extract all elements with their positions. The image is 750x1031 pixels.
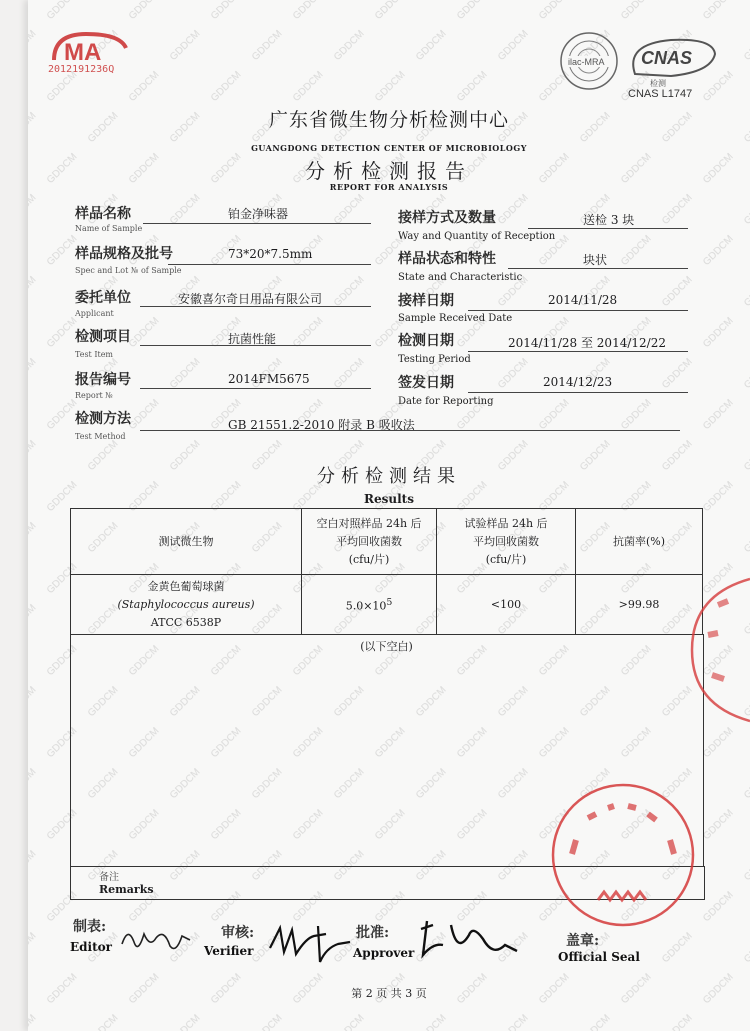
state-label: 样品状态和特性 xyxy=(398,251,496,267)
editor-signature-icon xyxy=(118,920,198,960)
applicant-value: 安徽喜尔奇日用品有限公司 xyxy=(178,292,323,306)
control-count-cell: $5.0\times 10^5$ xyxy=(302,575,437,635)
report-page xyxy=(28,0,750,1031)
report-no-label-en: Report № xyxy=(75,391,113,400)
table-header-row xyxy=(71,509,703,575)
field-underline xyxy=(143,223,371,224)
field-underline xyxy=(140,388,371,389)
results-table xyxy=(70,508,703,635)
test-item-label-en: Test Item xyxy=(75,350,114,359)
approver-label-en: Approver xyxy=(353,946,415,960)
cnas-logo-icon xyxy=(625,36,717,78)
test-method-label: 检测方法 xyxy=(75,411,131,427)
cnas-number: CNAS L1747 xyxy=(628,88,693,100)
sample-name-label-en: Name of Sample xyxy=(75,224,143,233)
reception-label-en: Way and Quantity of Reception xyxy=(398,231,556,242)
field-underline xyxy=(468,310,688,311)
applicant-label: 委托单位 xyxy=(75,290,131,306)
field-underline xyxy=(468,392,688,393)
center-title-en: GUANGDONG DETECTION CENTER OF MICROBIOLOGY xyxy=(251,143,527,153)
test-method-value: GB 21551.2-2010 附录 B 吸收法 xyxy=(228,418,415,432)
report-title-en: REPORT FOR ANALYSIS xyxy=(329,182,449,192)
verifier-label-en: Verifier xyxy=(204,944,254,958)
table-row xyxy=(71,575,703,635)
seal-label-en: Official Seal xyxy=(558,950,640,964)
cma-logo-icon xyxy=(50,30,130,64)
official-seal-icon xyxy=(548,780,698,930)
report-no-label: 报告编号 xyxy=(75,372,131,388)
remarks-label-en: Remarks xyxy=(99,883,154,896)
results-title-en: Results xyxy=(364,492,414,506)
center-title-cn: 广东省微生物分析检测中心 xyxy=(268,109,509,131)
header-cell: 试验样品 24h 后 平均回收菌数 (cfu/片) xyxy=(437,509,576,575)
header-cell: 抗菌率(%) xyxy=(576,509,703,575)
state-label-en: State and Characteristic xyxy=(398,272,523,283)
page-number: 第 2 页 共 3 页 xyxy=(351,987,427,1000)
results-title-cn: 分析检测结果 xyxy=(317,466,461,487)
verifier-label-cn: 审核: xyxy=(221,925,255,941)
field-underline xyxy=(140,345,371,346)
test-item-value: 抗菌性能 xyxy=(228,332,277,346)
editor-label-en: Editor xyxy=(70,940,112,954)
spec-lot-value: 73*20*7.5mm xyxy=(228,247,313,261)
reception-value: 送检 3 块 xyxy=(583,213,635,227)
testing-period-value: 2014/11/28 至 2014/12/22 xyxy=(508,336,666,350)
approver-signature-icon xyxy=(413,915,523,970)
blank-note: (以下空白) xyxy=(360,640,413,653)
field-underline xyxy=(140,430,680,431)
received-date-label: 接样日期 xyxy=(398,293,454,309)
testing-period-label: 检测日期 xyxy=(398,333,454,349)
seal-label-cn: 盖章: xyxy=(566,933,600,949)
partial-seal-icon xyxy=(688,575,750,725)
svg-text:ilac-MRA: ilac-MRA xyxy=(568,57,605,67)
applicant-label-en: Applicant xyxy=(75,309,114,318)
field-underline xyxy=(168,264,371,265)
spec-lot-label: 样品规格及批号 xyxy=(75,246,173,262)
sample-name-value: 铂金净味器 xyxy=(228,207,289,221)
report-title-cn: 分析检测报告 xyxy=(305,159,473,183)
field-underline xyxy=(468,351,688,352)
received-date-label-en: Sample Received Date xyxy=(398,313,513,324)
report-date-value: 2014/12/23 xyxy=(543,375,613,389)
header-cell: 测试微生物 xyxy=(71,509,302,575)
field-underline xyxy=(528,228,688,229)
remarks-label-cn: 备注 xyxy=(99,872,119,883)
organism-cell: 金黄色葡萄球菌 (Staphylococcus aureus) ATCC 6538P xyxy=(71,575,302,635)
cnas-subtitle: 检测 xyxy=(650,79,666,88)
svg-text:MA: MA xyxy=(64,39,102,64)
antibacterial-rate-cell: >99.98 xyxy=(576,575,703,635)
approver-label-cn: 批准: xyxy=(356,925,390,941)
test-method-label-en: Test Method xyxy=(75,432,126,441)
verifier-signature-icon xyxy=(266,918,356,968)
report-date-label-en: Date for Reporting xyxy=(398,396,494,407)
received-date-value: 2014/11/28 xyxy=(548,293,618,307)
reception-label: 接样方式及数量 xyxy=(398,210,496,226)
report-no-value: 2014FM5675 xyxy=(228,372,310,386)
state-value: 块状 xyxy=(583,253,608,267)
cma-number: 2012191236Q xyxy=(48,64,115,75)
spec-lot-label-en: Spec and Lot № of Sample xyxy=(75,266,182,275)
header-cell: 空白对照样品 24h 后 平均回收菌数 (cfu/片) xyxy=(302,509,437,575)
field-underline xyxy=(140,306,371,307)
sample-name-label: 样品名称 xyxy=(75,206,131,222)
svg-text:CNAS: CNAS xyxy=(641,48,693,68)
report-date-label: 签发日期 xyxy=(398,375,454,391)
field-underline xyxy=(508,268,688,269)
test-item-label: 检测项目 xyxy=(75,329,131,345)
sample-count-cell: <100 xyxy=(437,575,576,635)
editor-label-cn: 制表: xyxy=(73,919,107,935)
table-frame xyxy=(70,634,71,866)
ilac-mra-logo-icon xyxy=(558,30,620,92)
testing-period-label-en: Testing Period xyxy=(398,354,471,365)
